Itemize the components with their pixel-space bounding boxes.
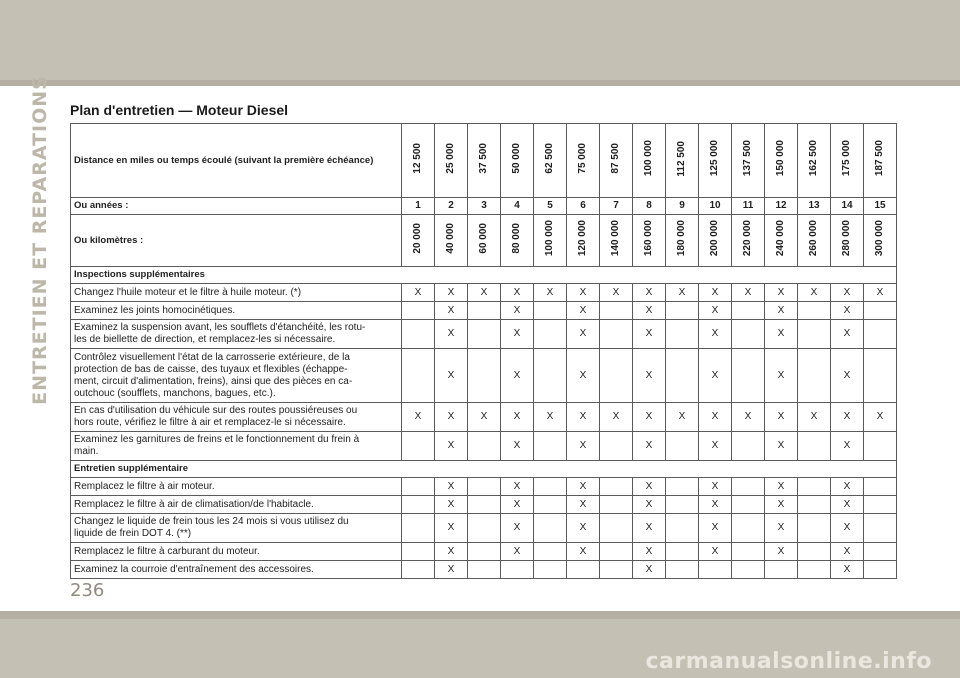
years-value: 6: [567, 198, 600, 215]
distance-value: 125 000: [709, 140, 720, 177]
maintenance-schedule-table: [70, 123, 897, 579]
interval-mark: X: [765, 284, 798, 302]
interval-mark: X: [402, 403, 435, 432]
interval-mark: X: [501, 432, 534, 461]
interval-mark: X: [501, 403, 534, 432]
distance-value: 25 000: [445, 143, 456, 174]
interval-mark: X: [567, 543, 600, 561]
km-value: 20 000: [412, 223, 423, 254]
interval-mark: X: [732, 403, 765, 432]
interval-mark: [402, 349, 435, 403]
interval-mark: X: [435, 496, 468, 514]
header-label-distance: Distance en miles ou temps écoulé (suivant la première échéance): [71, 124, 402, 198]
km-cell: [699, 215, 732, 267]
interval-mark: X: [633, 543, 666, 561]
interval-mark: [765, 561, 798, 579]
interval-mark: [402, 320, 435, 349]
interval-mark: X: [534, 284, 567, 302]
interval-mark: X: [567, 320, 600, 349]
distance-value: 100 000: [643, 140, 654, 177]
task-label-line: protection de bas de caisse, des tuyaux et flexibles (échappe-: [74, 363, 348, 375]
table-row: [71, 561, 897, 579]
interval-mark: [468, 432, 501, 461]
interval-mark: X: [831, 543, 864, 561]
km-cell: [501, 215, 534, 267]
km-value: 120 000: [577, 220, 588, 257]
table-row: [71, 302, 897, 320]
interval-mark: [666, 478, 699, 496]
years-value: 8: [633, 198, 666, 215]
interval-mark: X: [765, 349, 798, 403]
years-value: 4: [501, 198, 534, 215]
interval-mark: X: [567, 284, 600, 302]
task-label-line: Contrôlez visuellement l'état de la carrosserie extérieure, de la: [74, 351, 350, 363]
km-value: 180 000: [676, 220, 687, 257]
km-value: 40 000: [445, 223, 456, 254]
page-number: 236: [70, 580, 105, 601]
interval-mark: X: [501, 349, 534, 403]
interval-mark: [468, 320, 501, 349]
interval-mark: X: [435, 543, 468, 561]
interval-mark: X: [633, 514, 666, 543]
page-title: Plan d'entretien — Moteur Diesel: [70, 102, 289, 118]
interval-mark: [666, 432, 699, 461]
interval-mark: X: [435, 349, 468, 403]
km-value: 260 000: [808, 220, 819, 257]
years-value: 13: [798, 198, 831, 215]
interval-mark: [534, 478, 567, 496]
interval-mark: [798, 478, 831, 496]
years-value: 14: [831, 198, 864, 215]
interval-mark: X: [435, 514, 468, 543]
task-label: [71, 403, 402, 432]
interval-mark: X: [699, 543, 732, 561]
years-value: 9: [666, 198, 699, 215]
years-value: 12: [765, 198, 798, 215]
interval-mark: X: [567, 432, 600, 461]
interval-mark: [732, 432, 765, 461]
interval-mark: X: [600, 403, 633, 432]
km-value: 280 000: [841, 220, 852, 257]
bottom-banner-stripe: [0, 611, 960, 619]
distance-cell: [864, 124, 897, 198]
interval-mark: X: [798, 284, 831, 302]
interval-mark: [732, 320, 765, 349]
section-row: [71, 267, 897, 284]
interval-mark: [402, 561, 435, 579]
years-value: 11: [732, 198, 765, 215]
interval-mark: [798, 496, 831, 514]
distance-value: 75 000: [577, 143, 588, 174]
distance-cell: [567, 124, 600, 198]
interval-mark: [864, 543, 897, 561]
years-value: 10: [699, 198, 732, 215]
interval-mark: X: [699, 403, 732, 432]
km-value: 160 000: [643, 220, 654, 257]
distance-cell: [666, 124, 699, 198]
interval-mark: [864, 514, 897, 543]
task-label-line: Remplacez le filtre à air de climatisation/de l'habitacle.: [74, 498, 314, 510]
interval-mark: X: [732, 284, 765, 302]
interval-mark: X: [666, 284, 699, 302]
task-label: [71, 561, 402, 579]
years-value: 5: [534, 198, 567, 215]
task-label: [71, 320, 402, 349]
km-cell: [402, 215, 435, 267]
interval-mark: [468, 561, 501, 579]
interval-mark: [402, 302, 435, 320]
km-cell: [864, 215, 897, 267]
header-label-km: Ou kilomètres :: [71, 215, 402, 267]
section-title: Entretien supplémentaire: [71, 461, 897, 478]
km-value: 200 000: [709, 220, 720, 257]
interval-mark: X: [831, 320, 864, 349]
interval-mark: [798, 302, 831, 320]
interval-mark: X: [633, 478, 666, 496]
table-row: [71, 349, 897, 403]
distance-cell: [765, 124, 798, 198]
watermark: carmanualsonline.info: [645, 648, 932, 674]
km-value: 80 000: [511, 223, 522, 254]
task-label-line: liquide de frein DOT 4. (**): [74, 528, 192, 539]
interval-mark: [402, 432, 435, 461]
task-label-line: main.: [74, 446, 99, 457]
distance-value: 87 500: [610, 143, 621, 174]
interval-mark: [798, 561, 831, 579]
task-label-line: ment, circuit d'alimentation, freins), ainsi que des pièces en ca-: [74, 375, 353, 387]
interval-mark: [600, 514, 633, 543]
task-label-line: En cas d'utilisation du véhicule sur des routes poussiéreuses ou: [74, 405, 358, 416]
interval-mark: [699, 561, 732, 579]
distance-cell: [402, 124, 435, 198]
section-side-tab-label: ENTRETIEN ET REPARATIONS: [29, 75, 51, 405]
interval-mark: [864, 320, 897, 349]
section-title: Inspections supplémentaires: [71, 267, 897, 284]
km-cell: [633, 215, 666, 267]
km-cell: [798, 215, 831, 267]
section-row: [71, 461, 897, 478]
task-label-line: Examinez la suspension avant, les soufflets d'étanchéité, les rotu-: [74, 322, 366, 333]
interval-mark: [864, 496, 897, 514]
interval-mark: [534, 302, 567, 320]
interval-mark: [468, 496, 501, 514]
interval-mark: X: [831, 496, 864, 514]
task-label: [71, 432, 402, 461]
interval-mark: [534, 514, 567, 543]
interval-mark: [468, 349, 501, 403]
interval-mark: X: [699, 514, 732, 543]
top-banner-stripe: [0, 80, 960, 86]
distance-cell: [798, 124, 831, 198]
interval-mark: X: [831, 403, 864, 432]
interval-mark: X: [765, 302, 798, 320]
interval-mark: [732, 514, 765, 543]
interval-mark: [468, 478, 501, 496]
task-label-line: Changez le liquide de frein tous les 24 mois si vous utilisez du: [74, 516, 349, 527]
interval-mark: X: [699, 496, 732, 514]
table-row: [71, 478, 897, 496]
distance-cell: [732, 124, 765, 198]
task-label-line: les de biellette de direction, et remplacez-les si nécessaire.: [74, 334, 336, 345]
task-label-line: Remplacez le filtre à carburant du moteur.: [74, 545, 260, 557]
interval-mark: [534, 432, 567, 461]
interval-mark: [864, 349, 897, 403]
interval-mark: X: [765, 496, 798, 514]
task-label-line: outchouc (soufflets, manchons, bagues, etc.).: [74, 387, 276, 399]
years-value: 1: [402, 198, 435, 215]
distance-value: 175 000: [841, 140, 852, 177]
interval-mark: [732, 561, 765, 579]
interval-mark: X: [402, 284, 435, 302]
distance-value: 150 000: [775, 140, 786, 177]
interval-mark: X: [831, 514, 864, 543]
interval-mark: X: [831, 561, 864, 579]
interval-mark: X: [633, 349, 666, 403]
interval-mark: X: [699, 432, 732, 461]
distance-value: 112 500: [676, 140, 687, 177]
km-cell: [567, 215, 600, 267]
interval-mark: X: [633, 496, 666, 514]
interval-mark: X: [831, 349, 864, 403]
years-value: 3: [468, 198, 501, 215]
interval-mark: X: [435, 432, 468, 461]
interval-mark: X: [435, 478, 468, 496]
interval-mark: [567, 561, 600, 579]
km-cell: [765, 215, 798, 267]
km-value: 220 000: [742, 220, 753, 257]
interval-mark: [468, 543, 501, 561]
task-label-line: Remplacez le filtre à air moteur.: [74, 480, 215, 492]
interval-mark: X: [501, 496, 534, 514]
interval-mark: X: [864, 284, 897, 302]
task-label-line: hors route, vérifiez le filtre à air et remplacez-le si nécessaire.: [74, 417, 346, 428]
interval-mark: [600, 320, 633, 349]
interval-mark: [732, 302, 765, 320]
interval-mark: [732, 496, 765, 514]
interval-mark: X: [864, 403, 897, 432]
task-label: [71, 514, 402, 543]
interval-mark: X: [468, 403, 501, 432]
distance-value: 37 500: [478, 143, 489, 174]
interval-mark: X: [765, 478, 798, 496]
interval-mark: [534, 543, 567, 561]
interval-mark: [666, 543, 699, 561]
interval-mark: [468, 302, 501, 320]
interval-mark: [798, 514, 831, 543]
interval-mark: X: [831, 284, 864, 302]
interval-mark: [798, 432, 831, 461]
distance-value: 137 500: [742, 140, 753, 177]
interval-mark: X: [468, 284, 501, 302]
km-cell: [666, 215, 699, 267]
interval-mark: [798, 349, 831, 403]
top-banner: [0, 0, 960, 80]
interval-mark: X: [699, 349, 732, 403]
km-cell: [732, 215, 765, 267]
interval-mark: [666, 349, 699, 403]
interval-mark: [534, 561, 567, 579]
km-value: 140 000: [610, 220, 621, 257]
interval-mark: [534, 349, 567, 403]
km-cell: [600, 215, 633, 267]
distance-value: 187 500: [874, 140, 885, 177]
task-label-line: Examinez les garnitures de freins et le fonctionnement du frein à: [74, 434, 360, 445]
interval-mark: [864, 302, 897, 320]
distance-value: 62 500: [544, 143, 555, 174]
km-value: 240 000: [775, 220, 786, 257]
task-label: [71, 349, 402, 403]
km-value: 100 000: [544, 220, 555, 257]
interval-mark: [864, 432, 897, 461]
interval-mark: [600, 561, 633, 579]
table-row: [71, 514, 897, 543]
interval-mark: [798, 543, 831, 561]
interval-mark: X: [798, 403, 831, 432]
interval-mark: [402, 543, 435, 561]
task-label-line: Changez l'huile moteur et le filtre à huile moteur. (*): [74, 286, 302, 298]
distance-value: 12 500: [412, 143, 423, 174]
interval-mark: [864, 478, 897, 496]
table-row: [71, 543, 897, 561]
km-cell: [468, 215, 501, 267]
interval-mark: X: [633, 561, 666, 579]
distance-cell: [468, 124, 501, 198]
interval-mark: [534, 496, 567, 514]
interval-mark: X: [765, 320, 798, 349]
interval-mark: X: [567, 403, 600, 432]
interval-mark: X: [831, 432, 864, 461]
interval-mark: [666, 302, 699, 320]
task-label-line: Examinez les joints homocinétiques.: [74, 304, 236, 316]
table-row: [71, 496, 897, 514]
interval-mark: [534, 320, 567, 349]
distance-cell: [831, 124, 864, 198]
task-label: [71, 284, 402, 302]
table-row: [71, 284, 897, 302]
section-side-tab: [24, 75, 56, 405]
interval-mark: X: [600, 284, 633, 302]
task-label: [71, 543, 402, 561]
distance-cell: [633, 124, 666, 198]
interval-mark: X: [765, 514, 798, 543]
km-cell: [435, 215, 468, 267]
distance-cell: [501, 124, 534, 198]
task-label: [71, 478, 402, 496]
interval-mark: X: [633, 432, 666, 461]
table-row: [71, 403, 897, 432]
distance-cell: [699, 124, 732, 198]
interval-mark: X: [501, 284, 534, 302]
interval-mark: [732, 478, 765, 496]
interval-mark: X: [567, 496, 600, 514]
interval-mark: X: [567, 478, 600, 496]
years-value: 2: [435, 198, 468, 215]
interval-mark: [666, 561, 699, 579]
interval-mark: X: [501, 478, 534, 496]
interval-mark: X: [699, 320, 732, 349]
interval-mark: X: [633, 284, 666, 302]
interval-mark: [402, 514, 435, 543]
header-row-years: [71, 198, 897, 215]
interval-mark: [600, 496, 633, 514]
km-value: 60 000: [478, 223, 489, 254]
interval-mark: X: [633, 302, 666, 320]
interval-mark: [600, 432, 633, 461]
interval-mark: X: [699, 284, 732, 302]
header-row-km: [71, 215, 897, 267]
task-label-line: Examinez la courroie d'entraînement des accessoires.: [74, 563, 314, 575]
interval-mark: X: [435, 403, 468, 432]
distance-cell: [600, 124, 633, 198]
interval-mark: X: [831, 302, 864, 320]
interval-mark: X: [765, 403, 798, 432]
interval-mark: X: [699, 302, 732, 320]
task-label: [71, 302, 402, 320]
interval-mark: X: [765, 543, 798, 561]
interval-mark: X: [567, 302, 600, 320]
interval-mark: X: [435, 302, 468, 320]
interval-mark: X: [501, 514, 534, 543]
km-cell: [534, 215, 567, 267]
distance-cell: [534, 124, 567, 198]
km-value: 300 000: [874, 220, 885, 257]
interval-mark: [600, 478, 633, 496]
header-label-years: Ou années :: [71, 198, 402, 215]
interval-mark: [600, 349, 633, 403]
distance-value: 162 500: [808, 140, 819, 177]
interval-mark: [732, 543, 765, 561]
interval-mark: X: [765, 432, 798, 461]
task-label: [71, 496, 402, 514]
interval-mark: X: [435, 561, 468, 579]
interval-mark: X: [699, 478, 732, 496]
interval-mark: X: [567, 349, 600, 403]
interval-mark: [600, 543, 633, 561]
interval-mark: [798, 320, 831, 349]
interval-mark: X: [501, 543, 534, 561]
interval-mark: [732, 349, 765, 403]
interval-mark: X: [501, 302, 534, 320]
years-value: 15: [864, 198, 897, 215]
interval-mark: X: [435, 320, 468, 349]
km-cell: [831, 215, 864, 267]
years-value: 7: [600, 198, 633, 215]
interval-mark: [666, 320, 699, 349]
distance-value: 50 000: [511, 143, 522, 174]
interval-mark: X: [501, 320, 534, 349]
interval-mark: [666, 514, 699, 543]
interval-mark: X: [534, 403, 567, 432]
interval-mark: X: [831, 478, 864, 496]
interval-mark: [402, 496, 435, 514]
table-row: [71, 320, 897, 349]
header-row-distance: [71, 124, 897, 198]
interval-mark: X: [666, 403, 699, 432]
interval-mark: X: [633, 403, 666, 432]
interval-mark: X: [633, 320, 666, 349]
table-row: [71, 432, 897, 461]
interval-mark: [666, 496, 699, 514]
interval-mark: [864, 561, 897, 579]
interval-mark: [402, 478, 435, 496]
interval-mark: [600, 302, 633, 320]
distance-cell: [435, 124, 468, 198]
interval-mark: X: [435, 284, 468, 302]
interval-mark: [501, 561, 534, 579]
interval-mark: X: [567, 514, 600, 543]
interval-mark: [468, 514, 501, 543]
